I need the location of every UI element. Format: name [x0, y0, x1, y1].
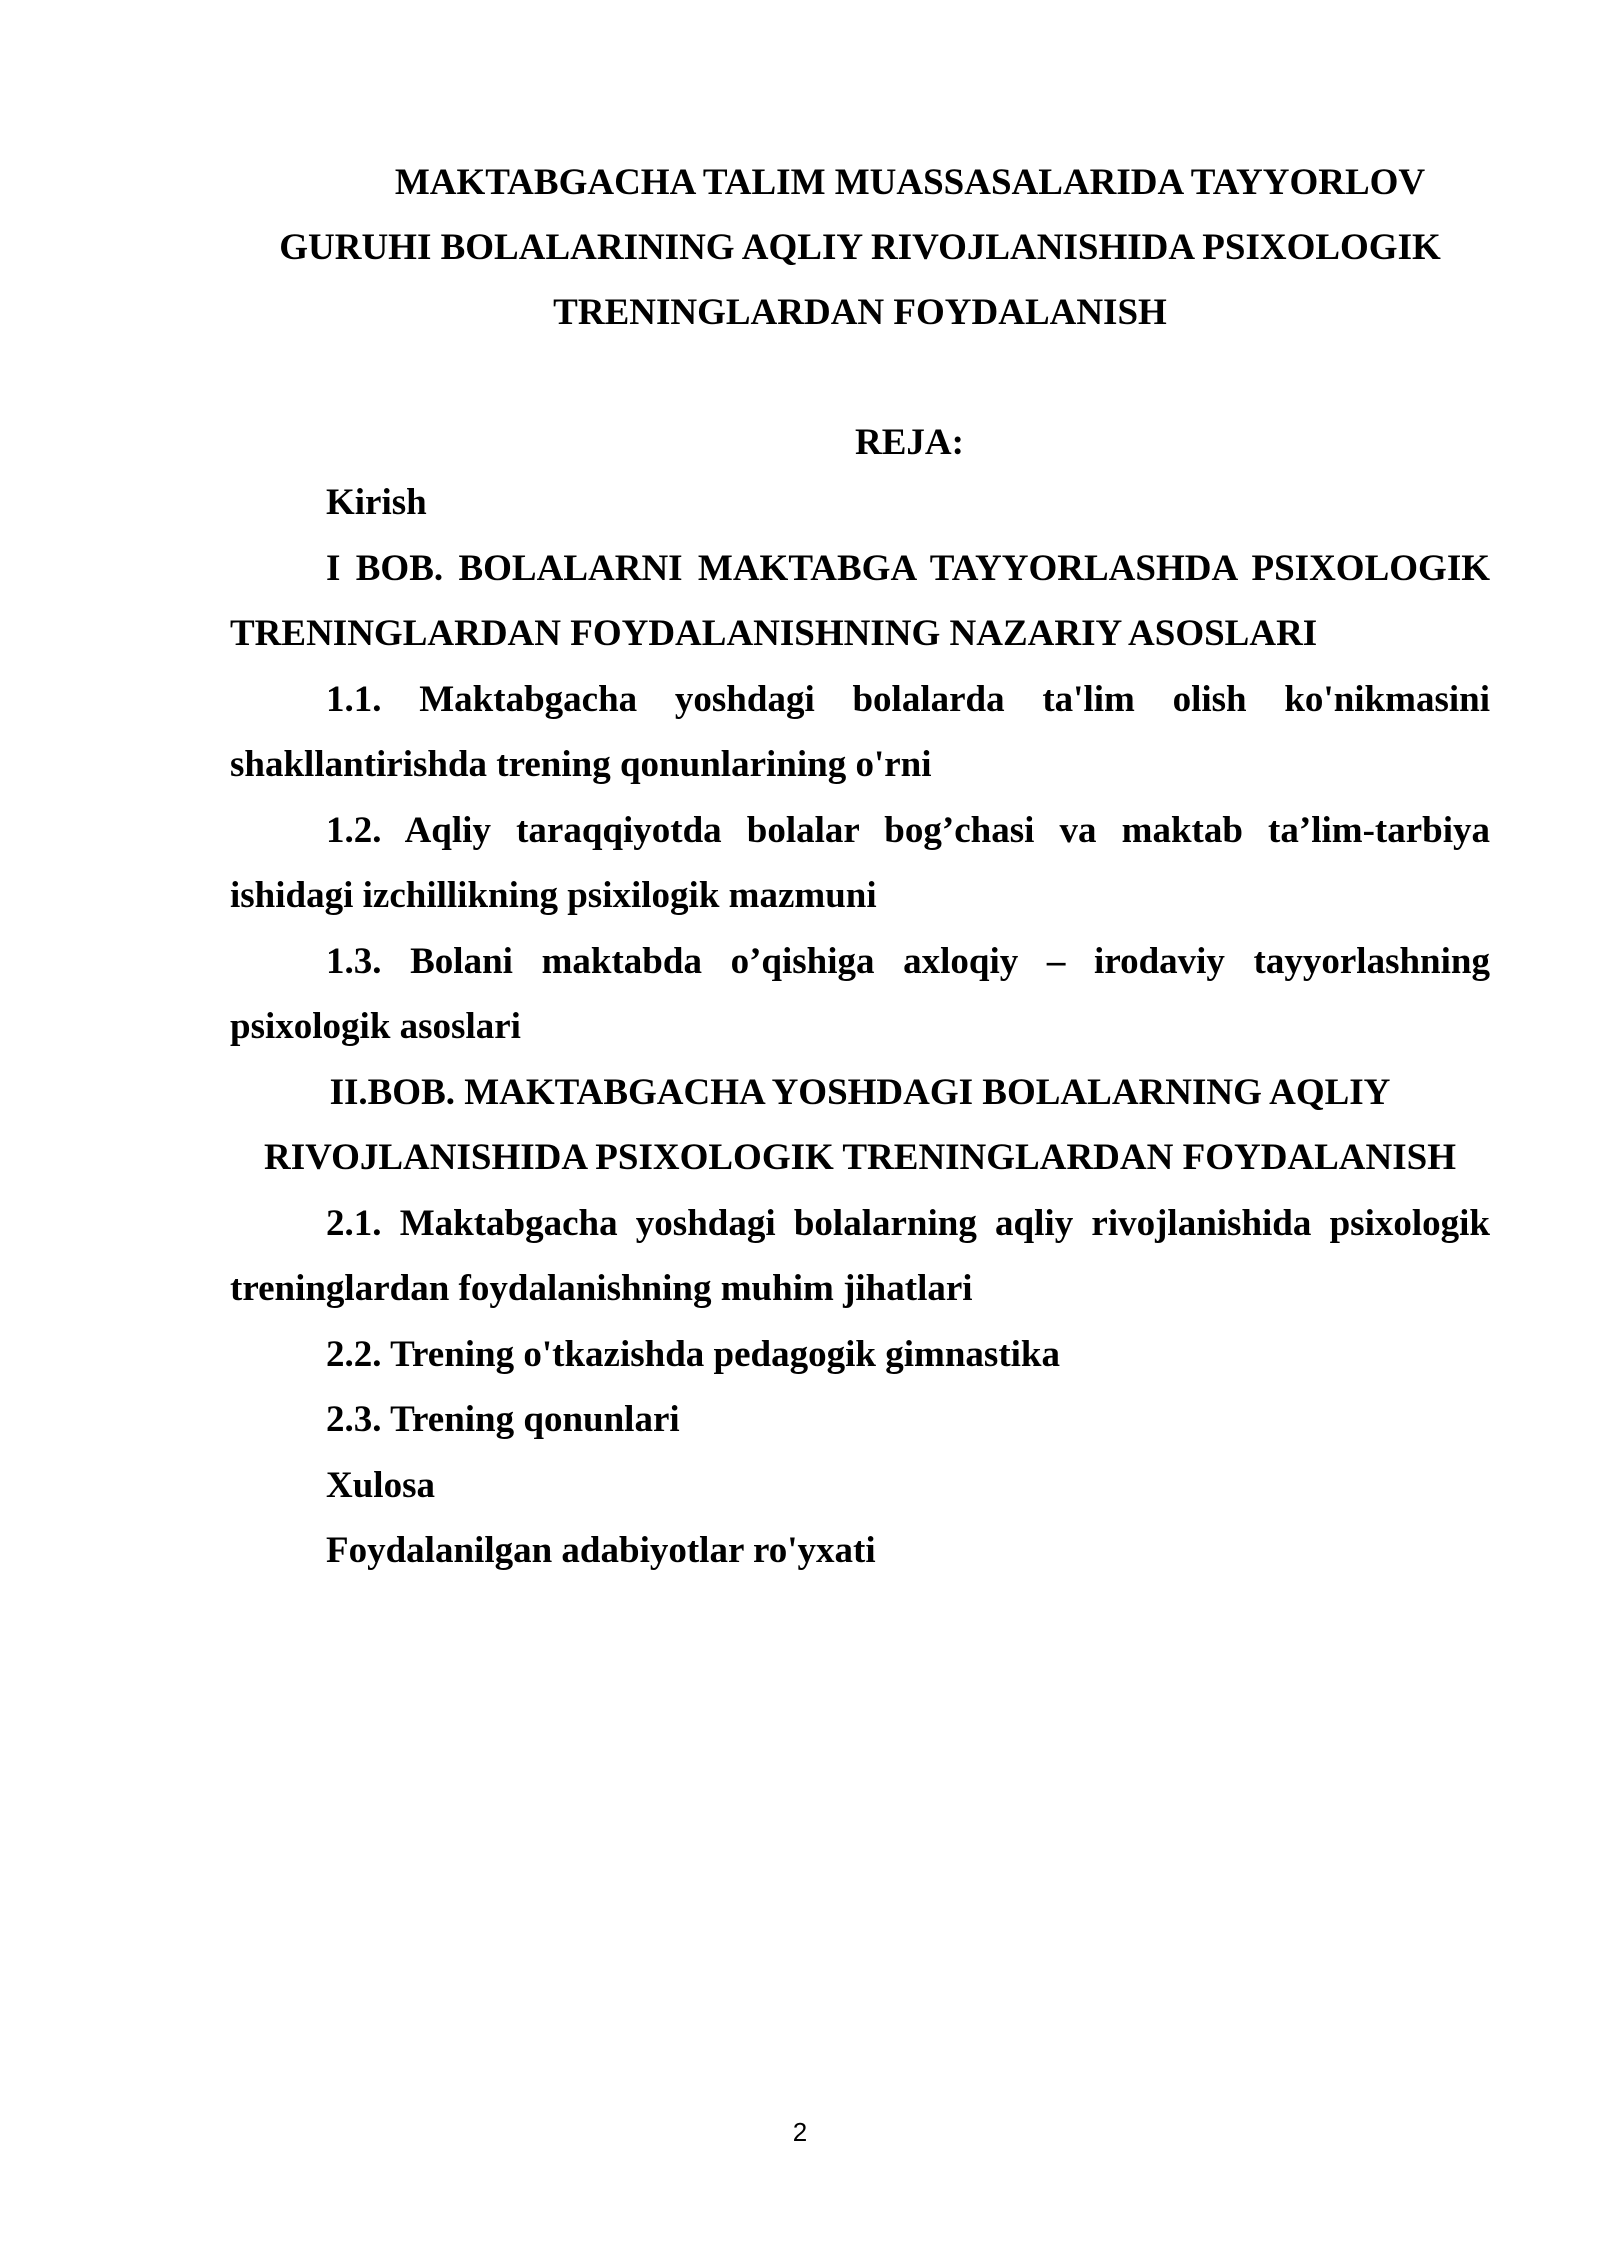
toc-section-2-1: 2.1. Maktabgacha yoshdagi bolalarning aqliy rivojlanishida psixologik treninglardan foydalanishning muhim jihatlari: [230, 1202, 1490, 1309]
toc-item-kirish: Kirish: [326, 482, 427, 523]
toc-section-2-3: 2.3. Trening qonunlari: [326, 1399, 680, 1440]
toc-section-1-3: 1.3. Bolani maktabda o’qishiga axloqiy – irodaviy tayyorlashning psixologik asoslari: [230, 940, 1490, 1047]
toc-item-references: Foydalanilgan adabiyotlar ro'yxati: [326, 1530, 876, 1571]
toc-item-xulosa: Xulosa: [326, 1464, 435, 1506]
toc-section-1-2: 1.2. Aqliy taraqqiyotda bolalar bog’chasi va maktab ta’lim-tarbiya ishidagi izchillikning psixilogik mazmuni: [230, 809, 1490, 916]
plan-heading: REJA:: [855, 422, 964, 463]
document-title: [260, 150, 1460, 345]
toc-section-2-2: 2.2. Trening o'tkazishda pedagogik gimnastika: [326, 1333, 1061, 1375]
title-line-2: GURUHI BOLALARINING AQLIY RIVOJLANISHIDA PSIXOLOGIK: [279, 227, 1441, 268]
title-line-1: MAKTABGACHA TALIM MUASSASALARIDA TAYYORLOV: [394, 162, 1426, 203]
page-number: 2: [792, 2117, 808, 2147]
table-of-contents: [230, 470, 1490, 1584]
toc-chapter-2: II.BOB. MAKTABGACHA YOSHDAGI BOLALARNING AQLIY RIVOJLANISHIDA PSIXOLOGIK TRENINGLARDAN FOYDALANISH: [263, 1071, 1457, 1178]
toc-section-1-1: 1.1. Maktabgacha yoshdagi bolalarda ta'lim olish ko'nikmasini shakllantirishda trening qonunlarining o'rni: [230, 678, 1490, 785]
toc-chapter-1: I BOB. BOLALARNI MAKTABGA TAYYORLASHDA PSIXOLOGIK TRENINGLARDAN FOYDALANISHNING NAZARIY ASOSLARI: [230, 547, 1490, 654]
title-line-3: TRENINGLARDAN FOYDALANISH: [553, 292, 1167, 333]
